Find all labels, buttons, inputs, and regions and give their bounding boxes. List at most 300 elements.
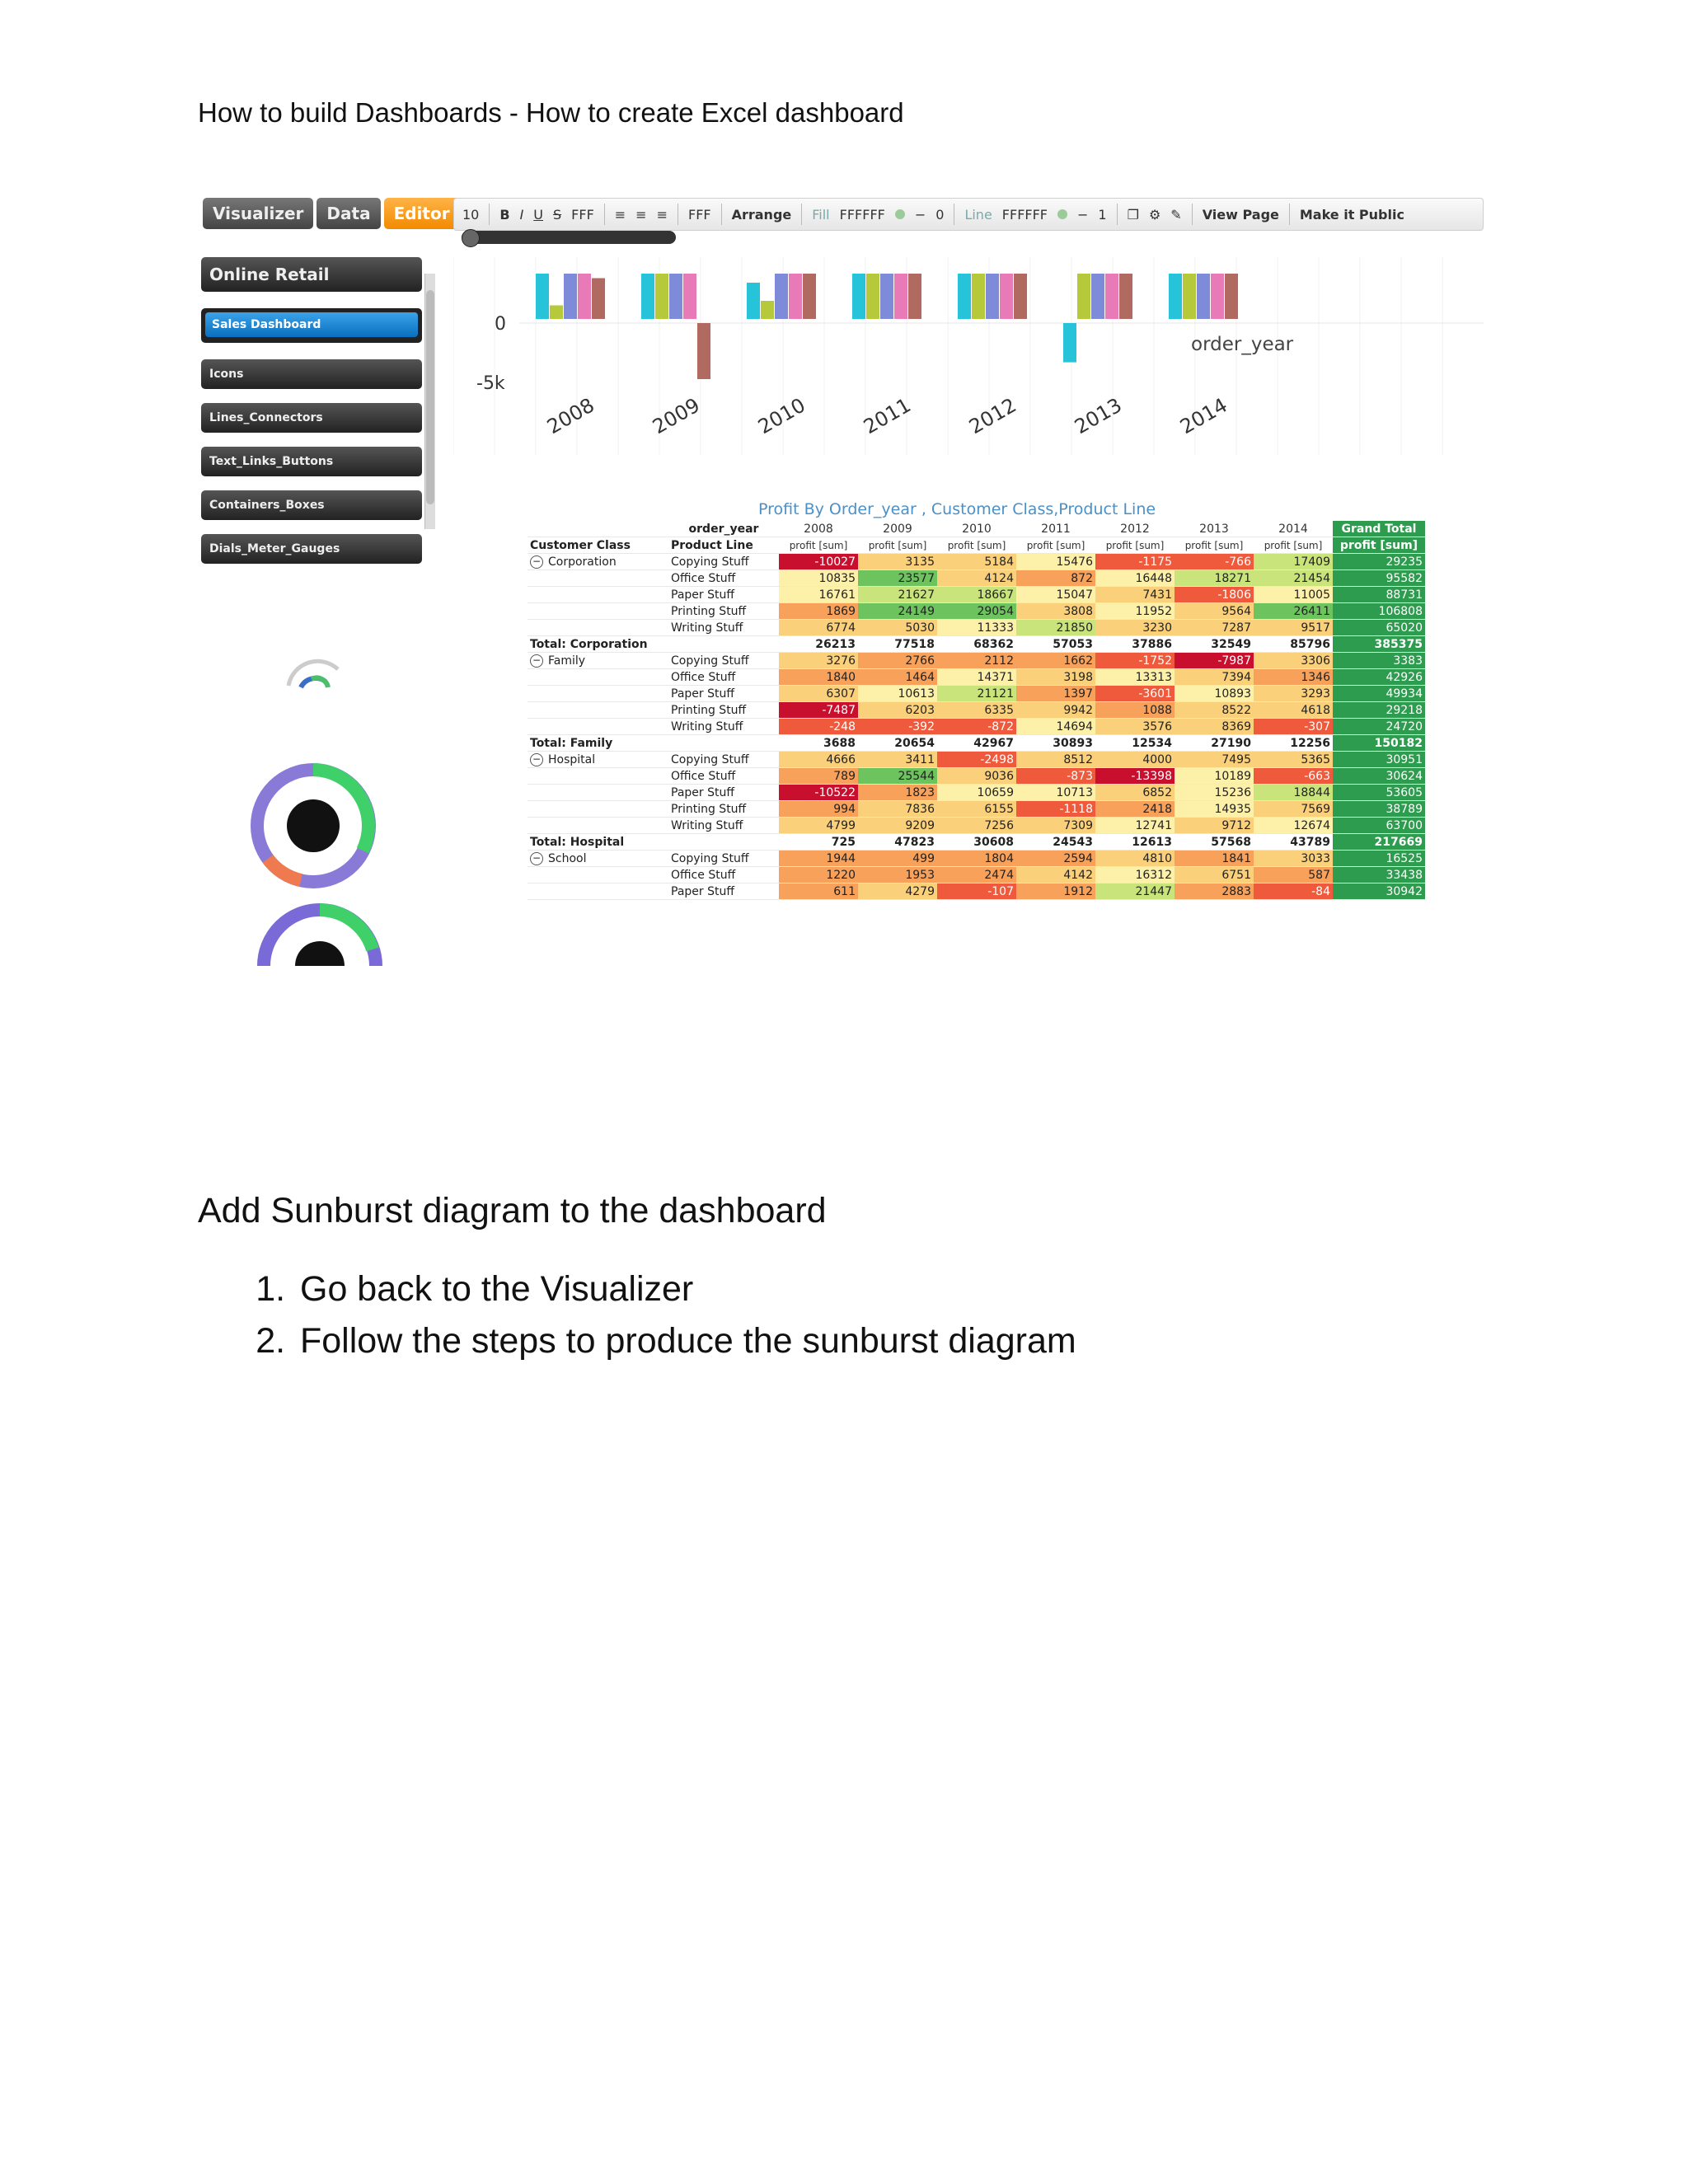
sidebar-item-label: Sales Dashboard bbox=[205, 312, 418, 337]
bar[interactable] bbox=[641, 274, 654, 319]
y-tick-label: -5k bbox=[476, 373, 505, 394]
table-row bbox=[528, 702, 1425, 719]
value-cell: 77518 bbox=[858, 636, 937, 653]
step-item: 1. Go back to the Visualizer bbox=[295, 1269, 1076, 1310]
step-item: 2. Follow the steps to produce the sunburst diagram bbox=[295, 1321, 1076, 1361]
value-cell: 2883 bbox=[1175, 883, 1254, 900]
value-cell: 12674 bbox=[1254, 818, 1333, 834]
value-cell: 26411 bbox=[1254, 603, 1333, 620]
grand-total-cell: 63700 bbox=[1333, 818, 1425, 834]
bar[interactable] bbox=[1119, 274, 1132, 319]
value-cell: 4799 bbox=[779, 818, 858, 834]
value-cell: 16448 bbox=[1095, 570, 1175, 587]
value-cell: 29054 bbox=[937, 603, 1016, 620]
bar[interactable] bbox=[1183, 274, 1196, 319]
sidebar-item-text-links-buttons[interactable]: Text_Links_Buttons bbox=[201, 447, 422, 476]
grand-total-cell: 95582 bbox=[1333, 570, 1425, 587]
value-cell: 14371 bbox=[937, 669, 1016, 686]
value-cell: -1118 bbox=[1016, 801, 1095, 818]
table-row bbox=[528, 570, 1425, 587]
value-cell: 1840 bbox=[779, 669, 858, 686]
value-cell: 1869 bbox=[779, 603, 858, 620]
bar[interactable] bbox=[986, 274, 999, 319]
value-cell: -10027 bbox=[779, 554, 858, 570]
product-line-cell: Paper Stuff bbox=[668, 587, 779, 603]
value-cell: 5030 bbox=[858, 620, 937, 636]
sidebar-item-lines-connectors[interactable]: Lines_Connectors bbox=[201, 403, 422, 433]
value-cell: 6774 bbox=[779, 620, 858, 636]
table-row bbox=[528, 883, 1425, 900]
grand-total-cell: 88731 bbox=[1333, 587, 1425, 603]
value-cell: 10835 bbox=[779, 570, 858, 587]
value-cell: 3306 bbox=[1254, 653, 1333, 669]
bar[interactable] bbox=[655, 274, 668, 319]
customer-class-cell bbox=[528, 867, 668, 883]
color-code-field[interactable]: FFF bbox=[687, 206, 711, 223]
value-cell: 4810 bbox=[1095, 851, 1175, 867]
settings-icon[interactable]: ⚙ bbox=[1148, 206, 1161, 223]
table-row bbox=[528, 752, 1425, 768]
value-cell: 1220 bbox=[779, 867, 858, 883]
value-cell: 7287 bbox=[1175, 620, 1254, 636]
product-line-cell: Writing Stuff bbox=[668, 719, 779, 735]
value-cell: 10659 bbox=[937, 785, 1016, 801]
customer-class-cell: Total: Corporation bbox=[528, 636, 668, 653]
editor-toolbar bbox=[453, 198, 1484, 231]
grand-total-cell: 30942 bbox=[1333, 883, 1425, 900]
mode-tabs bbox=[203, 198, 460, 231]
subtotal-row bbox=[528, 636, 1425, 653]
product-line-cell: Paper Stuff bbox=[668, 785, 779, 801]
small-gauge-icon[interactable] bbox=[288, 661, 338, 687]
year-header: 2010 bbox=[937, 521, 1016, 537]
bar[interactable] bbox=[1105, 274, 1118, 319]
grand-total-cell: 3383 bbox=[1333, 653, 1425, 669]
x-tick-label: 2011 bbox=[860, 393, 915, 439]
grand-total-cell: 30951 bbox=[1333, 752, 1425, 768]
grand-total-measure-header: profit [sum] bbox=[1333, 537, 1425, 554]
value-cell: 21454 bbox=[1254, 570, 1333, 587]
customer-class-label: Corporation bbox=[548, 555, 617, 569]
value-cell: 1397 bbox=[1016, 686, 1095, 702]
bar[interactable] bbox=[1091, 274, 1104, 319]
value-cell: -766 bbox=[1175, 554, 1254, 570]
customer-class-header: Customer Class bbox=[528, 537, 668, 554]
value-cell: 43789 bbox=[1254, 834, 1333, 851]
value-cell: 4124 bbox=[937, 570, 1016, 587]
fill-color-field[interactable]: FFFFFF bbox=[839, 206, 885, 223]
bar[interactable] bbox=[852, 274, 865, 319]
value-cell: 1841 bbox=[1175, 851, 1254, 867]
subtotal-row bbox=[528, 834, 1425, 851]
product-line-cell: Copying Stuff bbox=[668, 653, 779, 669]
value-cell: 2474 bbox=[937, 867, 1016, 883]
value-cell: 994 bbox=[779, 801, 858, 818]
x-tick-label: 2009 bbox=[649, 393, 704, 439]
product-line-cell: Copying Stuff bbox=[668, 851, 779, 867]
pivot-table bbox=[528, 521, 1425, 900]
table-row bbox=[528, 785, 1425, 801]
bar[interactable] bbox=[761, 301, 774, 319]
align-center-icon[interactable]: ≡ bbox=[635, 206, 647, 223]
bar[interactable] bbox=[1197, 274, 1210, 319]
font-size-field[interactable]: 10 bbox=[462, 206, 480, 223]
product-line-cell: Printing Stuff bbox=[668, 702, 779, 719]
customer-class-cell bbox=[528, 686, 668, 702]
value-cell: 37886 bbox=[1095, 636, 1175, 653]
sidebar-item-online-retail[interactable]: Online Retail bbox=[201, 257, 422, 292]
value-cell: 15047 bbox=[1016, 587, 1095, 603]
measure-header: profit [sum] bbox=[1016, 537, 1095, 554]
tab-data[interactable]: Data bbox=[316, 198, 380, 229]
bar[interactable] bbox=[747, 283, 760, 319]
value-cell: 8512 bbox=[1016, 752, 1095, 768]
value-cell: 7309 bbox=[1016, 818, 1095, 834]
value-cell: 1662 bbox=[1016, 653, 1095, 669]
value-cell: 3198 bbox=[1016, 669, 1095, 686]
value-cell: 7256 bbox=[937, 818, 1016, 834]
table-row bbox=[528, 818, 1425, 834]
value-cell: 587 bbox=[1254, 867, 1333, 883]
year-header: 2012 bbox=[1095, 521, 1175, 537]
product-line-header: Product Line bbox=[668, 537, 779, 554]
x-tick-label: 2010 bbox=[754, 393, 809, 439]
line-minus-icon[interactable]: − bbox=[1077, 206, 1089, 223]
value-cell: 4142 bbox=[1016, 867, 1095, 883]
fill-label: Fill bbox=[812, 206, 830, 223]
bar[interactable] bbox=[958, 274, 971, 319]
value-cell: 9564 bbox=[1175, 603, 1254, 620]
measure-header: profit [sum] bbox=[779, 537, 858, 554]
value-cell: 47823 bbox=[858, 834, 937, 851]
value-cell: 1944 bbox=[779, 851, 858, 867]
value-cell: 8369 bbox=[1175, 719, 1254, 735]
fill-value-field[interactable]: 0 bbox=[935, 206, 945, 223]
value-cell: 872 bbox=[1016, 570, 1095, 587]
value-cell: -13398 bbox=[1095, 768, 1175, 785]
x-tick-label: 2014 bbox=[1176, 393, 1231, 439]
value-cell: 4279 bbox=[858, 883, 937, 900]
bar[interactable] bbox=[894, 274, 907, 319]
value-cell: -872 bbox=[937, 719, 1016, 735]
collapse-icon[interactable]: − bbox=[530, 753, 543, 766]
bar[interactable] bbox=[578, 274, 591, 319]
line-color-icon[interactable] bbox=[1057, 209, 1067, 219]
value-cell: 11952 bbox=[1095, 603, 1175, 620]
copy-icon[interactable]: ❐ bbox=[1127, 206, 1139, 223]
value-cell: 12256 bbox=[1254, 735, 1333, 752]
value-cell: 32549 bbox=[1175, 636, 1254, 653]
x-tick-label: 2013 bbox=[1071, 393, 1126, 439]
customer-class-cell bbox=[528, 768, 668, 785]
product-line-cell: Office Stuff bbox=[668, 768, 779, 785]
bar[interactable] bbox=[1211, 274, 1224, 319]
value-cell: 12613 bbox=[1095, 834, 1175, 851]
document-header: How to build Dashboards - How to create Excel dashboard bbox=[198, 97, 904, 128]
sidebar-scrollbar[interactable] bbox=[424, 274, 435, 529]
bar[interactable] bbox=[669, 274, 682, 319]
grand-total-cell: 53605 bbox=[1333, 785, 1425, 801]
tab-visualizer[interactable]: Visualizer bbox=[203, 198, 313, 229]
bar[interactable] bbox=[1225, 274, 1238, 319]
customer-class-cell bbox=[528, 587, 668, 603]
zoom-slider-knob[interactable] bbox=[462, 229, 480, 247]
collapse-icon[interactable]: − bbox=[530, 654, 543, 668]
dashboard-screenshot bbox=[198, 191, 1484, 1090]
sidebar-scrollbar-thumb[interactable] bbox=[426, 290, 434, 504]
align-right-icon[interactable]: ≡ bbox=[656, 206, 668, 223]
grand-total-cell: 29218 bbox=[1333, 702, 1425, 719]
line-value-field[interactable]: 1 bbox=[1098, 206, 1107, 223]
value-cell: 499 bbox=[858, 851, 937, 867]
value-cell: 9942 bbox=[1016, 702, 1095, 719]
value-cell: 13313 bbox=[1095, 669, 1175, 686]
sidebar-item-sales-dashboard[interactable] bbox=[201, 308, 422, 343]
product-line-cell: Paper Stuff bbox=[668, 686, 779, 702]
value-cell: -10522 bbox=[779, 785, 858, 801]
value-cell: 6751 bbox=[1175, 867, 1254, 883]
customer-class-cell bbox=[528, 653, 668, 669]
sidebar-item-containers-boxes[interactable]: Containers_Boxes bbox=[201, 490, 422, 520]
bold-button[interactable]: B bbox=[499, 206, 510, 223]
value-cell: -107 bbox=[937, 883, 1016, 900]
value-cell: 12534 bbox=[1095, 735, 1175, 752]
value-cell: 10713 bbox=[1016, 785, 1095, 801]
donut-gauge-icon[interactable] bbox=[257, 770, 369, 882]
x-tick-label: 2008 bbox=[543, 393, 598, 439]
value-cell: 20654 bbox=[858, 735, 937, 752]
value-cell: 85796 bbox=[1254, 636, 1333, 653]
view-page-button[interactable]: View Page bbox=[1202, 206, 1279, 223]
value-cell: 9517 bbox=[1254, 620, 1333, 636]
sidebar-item-icons[interactable]: Icons bbox=[201, 359, 422, 389]
table-row bbox=[528, 603, 1425, 620]
value-cell: -248 bbox=[779, 719, 858, 735]
value-cell: 3293 bbox=[1254, 686, 1333, 702]
measure-header: profit [sum] bbox=[858, 537, 937, 554]
value-cell: 1088 bbox=[1095, 702, 1175, 719]
value-cell: 725 bbox=[779, 834, 858, 851]
year-header: 2014 bbox=[1254, 521, 1333, 537]
tab-editor[interactable]: Editor bbox=[384, 198, 460, 229]
pivot-subheader-row bbox=[528, 537, 1425, 554]
value-cell: 57568 bbox=[1175, 834, 1254, 851]
bar-chart bbox=[453, 257, 1484, 455]
measure-header: profit [sum] bbox=[1254, 537, 1333, 554]
value-cell: 25544 bbox=[858, 768, 937, 785]
value-cell: 1823 bbox=[858, 785, 937, 801]
value-cell: 68362 bbox=[937, 636, 1016, 653]
product-line-cell: Printing Stuff bbox=[668, 603, 779, 620]
collapse-icon[interactable]: − bbox=[530, 555, 543, 569]
value-cell: 1953 bbox=[858, 867, 937, 883]
product-line-cell: Office Stuff bbox=[668, 867, 779, 883]
value-cell: 7569 bbox=[1254, 801, 1333, 818]
line-label: Line bbox=[964, 206, 992, 223]
value-cell: 16761 bbox=[779, 587, 858, 603]
bar[interactable] bbox=[1000, 274, 1013, 319]
bar[interactable] bbox=[866, 274, 879, 319]
strike-button[interactable]: S bbox=[553, 206, 562, 223]
bar[interactable] bbox=[536, 274, 549, 319]
product-line-cell: Printing Stuff bbox=[668, 801, 779, 818]
value-cell: -1806 bbox=[1175, 587, 1254, 603]
measure-header: profit [sum] bbox=[1175, 537, 1254, 554]
value-cell: 3688 bbox=[779, 735, 858, 752]
value-cell: -84 bbox=[1254, 883, 1333, 900]
value-cell: 21627 bbox=[858, 587, 937, 603]
grand-total-cell: 385375 bbox=[1333, 636, 1425, 653]
value-cell: -873 bbox=[1016, 768, 1095, 785]
value-cell: 30893 bbox=[1016, 735, 1095, 752]
value-cell: 2112 bbox=[937, 653, 1016, 669]
product-line-cell: Writing Stuff bbox=[668, 818, 779, 834]
bar[interactable] bbox=[1063, 323, 1076, 363]
bar[interactable] bbox=[972, 274, 985, 319]
legend-label: order_year bbox=[1191, 334, 1294, 355]
table-row bbox=[528, 653, 1425, 669]
value-cell: 789 bbox=[779, 768, 858, 785]
product-line-cell: Copying Stuff bbox=[668, 752, 779, 768]
value-cell: -1752 bbox=[1095, 653, 1175, 669]
value-cell: 5184 bbox=[937, 554, 1016, 570]
value-cell: -1175 bbox=[1095, 554, 1175, 570]
table-row bbox=[528, 620, 1425, 636]
value-cell: 30608 bbox=[937, 834, 1016, 851]
table-row bbox=[528, 801, 1425, 818]
gauge-widgets bbox=[223, 620, 387, 966]
value-cell: 3411 bbox=[858, 752, 937, 768]
value-cell: -2498 bbox=[937, 752, 1016, 768]
bar[interactable] bbox=[683, 274, 696, 319]
line-color-field[interactable]: FFFFFF bbox=[1001, 206, 1048, 223]
y-tick-label: 0 bbox=[495, 314, 506, 335]
grand-total-cell: 217669 bbox=[1333, 834, 1425, 851]
value-cell: 9036 bbox=[937, 768, 1016, 785]
align-left-icon[interactable]: ≡ bbox=[614, 206, 626, 223]
table-row bbox=[528, 719, 1425, 735]
product-line-cell bbox=[668, 735, 779, 752]
grand-total-cell: 106808 bbox=[1333, 603, 1425, 620]
value-cell: 6335 bbox=[937, 702, 1016, 719]
bar[interactable] bbox=[550, 306, 563, 320]
underline-button[interactable]: U bbox=[533, 206, 543, 223]
product-line-cell: Paper Stuff bbox=[668, 883, 779, 900]
value-cell: 23577 bbox=[858, 570, 937, 587]
customer-class-cell bbox=[528, 883, 668, 900]
sidebar-item-dials-meter-gauges[interactable]: Dials_Meter_Gauges bbox=[201, 534, 422, 564]
make-public-button[interactable]: Make it Public bbox=[1299, 206, 1404, 223]
customer-class-label: Hospital bbox=[548, 752, 596, 766]
value-cell: 18271 bbox=[1175, 570, 1254, 587]
customer-class-cell bbox=[528, 603, 668, 620]
grand-total-cell: 38789 bbox=[1333, 801, 1425, 818]
value-cell: 21121 bbox=[937, 686, 1016, 702]
table-row bbox=[528, 554, 1425, 570]
collapse-icon[interactable]: − bbox=[530, 852, 543, 865]
pivot-corner bbox=[528, 521, 668, 537]
customer-class-label: School bbox=[548, 851, 587, 865]
customer-class-cell bbox=[528, 801, 668, 818]
grand-total-cell: 49934 bbox=[1333, 686, 1425, 702]
customer-class-cell: Total: Hospital bbox=[528, 834, 668, 851]
table-row bbox=[528, 686, 1425, 702]
value-cell: 2418 bbox=[1095, 801, 1175, 818]
value-cell: 2594 bbox=[1016, 851, 1095, 867]
bar[interactable] bbox=[1077, 274, 1090, 319]
bar[interactable] bbox=[803, 274, 816, 319]
value-cell: 611 bbox=[779, 883, 858, 900]
bar[interactable] bbox=[908, 274, 921, 319]
value-cell: 6307 bbox=[779, 686, 858, 702]
donut-gauge-2-icon[interactable] bbox=[264, 910, 376, 966]
bar[interactable] bbox=[789, 274, 802, 319]
value-cell: -392 bbox=[858, 719, 937, 735]
value-cell: 11333 bbox=[937, 620, 1016, 636]
value-cell: 21447 bbox=[1095, 883, 1175, 900]
fill-color-icon[interactable] bbox=[895, 209, 905, 219]
fill-minus-icon[interactable]: − bbox=[914, 206, 926, 223]
bar[interactable] bbox=[1169, 274, 1182, 319]
bar[interactable] bbox=[775, 274, 788, 319]
value-cell: 7836 bbox=[858, 801, 937, 818]
bar[interactable] bbox=[564, 274, 577, 319]
value-cell: 24543 bbox=[1016, 834, 1095, 851]
arrange-button[interactable]: Arrange bbox=[731, 206, 792, 223]
grand-total-cell: 24720 bbox=[1333, 719, 1425, 735]
zoom-slider[interactable] bbox=[462, 231, 676, 244]
paint-icon[interactable]: ✎ bbox=[1170, 206, 1182, 223]
value-cell: 4000 bbox=[1095, 752, 1175, 768]
value-cell: 1804 bbox=[937, 851, 1016, 867]
italic-button[interactable]: I bbox=[519, 206, 524, 223]
value-cell: 3808 bbox=[1016, 603, 1095, 620]
value-cell: 4666 bbox=[779, 752, 858, 768]
value-cell: 57053 bbox=[1016, 636, 1095, 653]
value-cell: -3601 bbox=[1095, 686, 1175, 702]
customer-class-cell bbox=[528, 669, 668, 686]
pivot-row-header: order_year bbox=[668, 521, 779, 537]
customer-class-cell bbox=[528, 752, 668, 768]
bar[interactable] bbox=[1014, 274, 1027, 319]
value-cell: 18667 bbox=[937, 587, 1016, 603]
customer-class-cell bbox=[528, 851, 668, 867]
value-cell: 2766 bbox=[858, 653, 937, 669]
value-cell: 10613 bbox=[858, 686, 937, 702]
value-cell: 1346 bbox=[1254, 669, 1333, 686]
value-cell: 14935 bbox=[1175, 801, 1254, 818]
bar[interactable] bbox=[592, 279, 605, 320]
value-cell: 6203 bbox=[858, 702, 937, 719]
customer-class-label: Family bbox=[548, 654, 586, 668]
subtotal-row bbox=[528, 735, 1425, 752]
value-cell: 16312 bbox=[1095, 867, 1175, 883]
bar[interactable] bbox=[880, 274, 893, 319]
value-cell: 6852 bbox=[1095, 785, 1175, 801]
grand-total-cell: 16525 bbox=[1333, 851, 1425, 867]
pivot-title: Profit By Order_year , Customer Class,Product Line bbox=[758, 500, 1156, 518]
customer-class-cell: Total: Family bbox=[528, 735, 668, 752]
value-cell: 7495 bbox=[1175, 752, 1254, 768]
customer-class-cell bbox=[528, 702, 668, 719]
value-cell: 42967 bbox=[937, 735, 1016, 752]
text-color-field[interactable]: FFF bbox=[571, 206, 594, 223]
value-cell: 17409 bbox=[1254, 554, 1333, 570]
grand-total-cell: 29235 bbox=[1333, 554, 1425, 570]
value-cell: 9712 bbox=[1175, 818, 1254, 834]
bar[interactable] bbox=[697, 323, 710, 379]
value-cell: 1464 bbox=[858, 669, 937, 686]
